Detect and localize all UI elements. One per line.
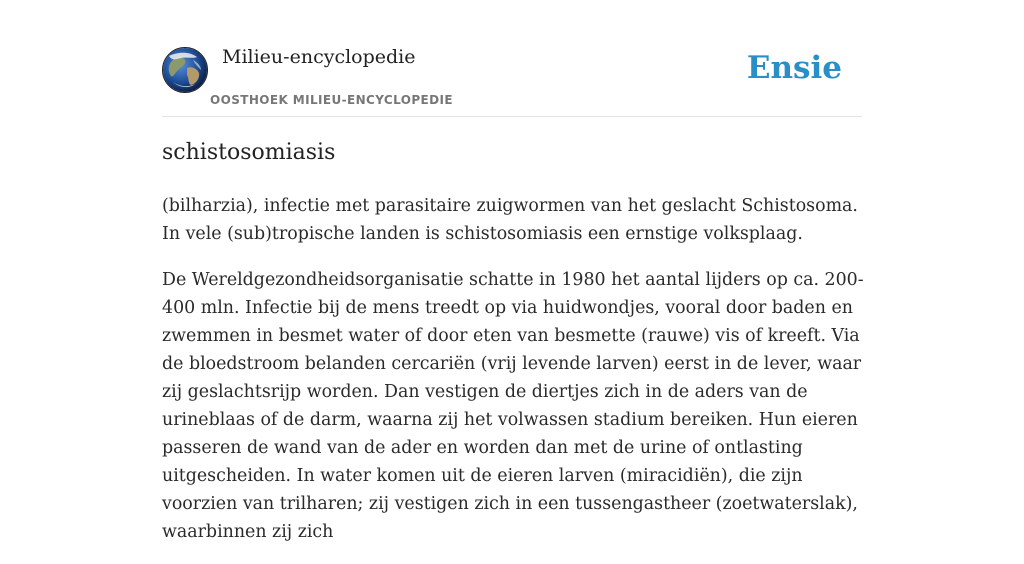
article-paragraph: (bilharzia), infectie met parasitaire zuigwormen van het geslacht Schistosoma. In vele (sub)tropische landen is schistosomiasis een ernstige volksplaag. <box>162 196 858 244</box>
ensie-brand-link[interactable]: Ensie <box>746 50 842 86</box>
article-paragraph: De Wereldgezondheidsorganisatie schatte in 1980 het aantal lijders op ca. 200-400 mln. Infectie bij de mens treedt op via huidwondjes, vooral door baden en zwemmen in besmet water of door eten van besmette (rauwe) vis of kreeft. Via de bloedstroom belanden cercariën (vrij levende larven) eerst in de lever, waar zij geslachtsrijp worden. Dan vestigen de diertjes zich in de aders van de urineblaas of de darm, waarna zij het volwassen stadium bereiken. Hun eieren passeren de wand van de ader en worden dan met de urine of ontlasting uitgescheiden. In water komen uit de eieren larven (miracidiën), die zijn voorzien van trilharen; zij vestigen zich in een tussengastheer (zoetwaterslak), waarbinnen zij zich <box>162 270 864 542</box>
article-title: schistosomiasis <box>162 140 336 165</box>
earth-globe-icon[interactable] <box>162 47 208 93</box>
site-subtitle[interactable]: OOSTHOEK MILIEU-ENCYCLOPEDIE <box>210 93 453 107</box>
site-title[interactable]: Milieu-encyclopedie <box>222 46 416 68</box>
site-header <box>162 46 862 117</box>
article-body <box>162 192 866 564</box>
